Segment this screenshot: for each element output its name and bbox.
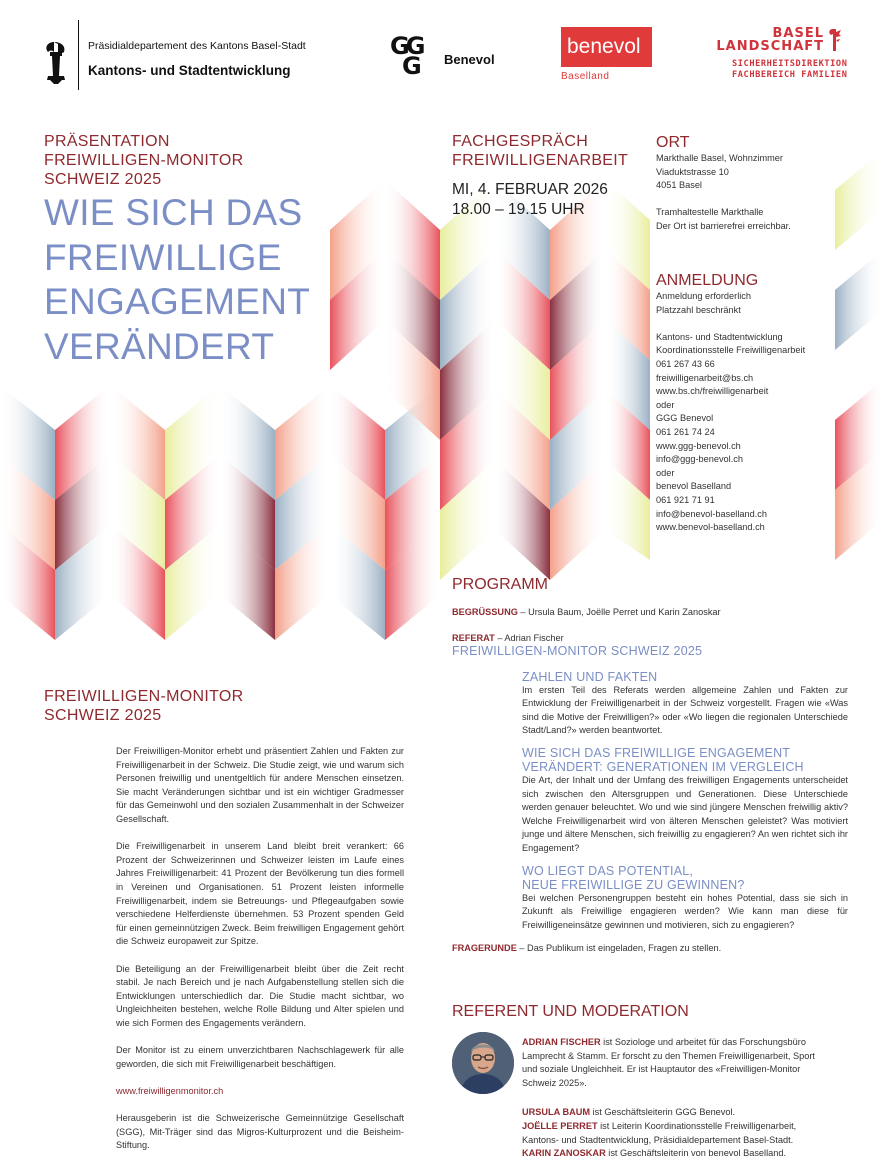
bl-staff-icon [828, 28, 842, 52]
referent-list [522, 1036, 822, 1161]
ort-line-3: 4051 Basel [656, 180, 702, 191]
perret-bio [522, 1120, 822, 1147]
monitor-paragraph-4: Der Monitor ist zu einem unverzichtbaren Nachschlagewerk für alle geworden, die sich mit Freiwilligenarbeit beschäftigen. [116, 1045, 404, 1069]
referat-text: – Adrian Fischer [497, 632, 564, 643]
anmeldung-oder-1: oder [656, 399, 675, 410]
begruessung-label: BEGRÜSSUNG [452, 607, 518, 617]
anmeldung-block [656, 272, 836, 535]
bl-line4: FACHBEREICH FAMILIEN [732, 70, 848, 80]
anmeldung-line-4: Kantons- und Stadtentwicklung [656, 331, 783, 342]
kicker-line-2: FREIWILLIGEN-MONITOR [44, 152, 244, 169]
referent-section [452, 1003, 852, 1021]
monitor-body [116, 745, 404, 1153]
anmeldung-oder-2: oder [656, 467, 675, 478]
kicker-line-1: PRÄSENTATION [44, 133, 170, 150]
baum-bio [522, 1106, 822, 1120]
event-time: 18.00 – 19.15 UHR [452, 201, 585, 218]
bl-line1: BASEL [772, 26, 824, 41]
baum-name: URSULA BAUM [522, 1107, 591, 1118]
ort-line-2: Viaduktstrasse 10 [656, 166, 729, 177]
monitor-paragraph-5: Herausgeberin ist die Schweizerische Gemeinnützige Gesellschaft (SGG), Mit-Träger sind das Migros-Kulturprozent und die Beisheim-Stiftung. [116, 1113, 404, 1151]
dept-unit: Kantons- und Stadtentwicklung [88, 63, 291, 78]
s1-text: Im ersten Teil des Referats werden allgemeine Zahlen und Fakten zur Entwicklung der Freiwilligenarbeit in der Schweiz vorgestellt. Fragen wie «Was sind die Motive der Freiwilligen?» oder «Wo liegen die regionalen Unterschiede Stadt/Land?» werden beantwortet. [522, 684, 848, 736]
event-date: MI, 4. FEBRUAR 2026 [452, 181, 608, 198]
begruessung-text: – Ursula Baum, Joëlle Perret und Karin Zanoskar [520, 607, 721, 617]
anmeldung-phone-3: 061 921 71 91 [656, 494, 715, 505]
header-bar [0, 0, 883, 100]
programm-section [452, 576, 852, 956]
zanoskar-bio [522, 1147, 822, 1161]
programm-begruessung [452, 606, 852, 620]
fragerunde-label: FRAGERUNDE [452, 943, 517, 954]
referat-details [452, 670, 848, 933]
main-title-line-3: ENGAGEMENT [44, 281, 311, 322]
main-title [44, 191, 384, 369]
zanoskar-name: KARIN ZANOSKAR [522, 1148, 606, 1159]
ggg-brand-text: Benevol [444, 52, 495, 67]
benevol-logo-text: benevol [567, 35, 641, 58]
monitor-heading-line-2: SCHWEIZ 2025 [44, 707, 162, 724]
anmeldung-line-3 [656, 317, 836, 331]
anmeldung-email-2[interactable]: info@ggg-benevol.ch [656, 454, 743, 465]
monitor-paragraph-3: Die Beteiligung an der Freiwilligenarbeit bleibt über die Zeit recht stabil. Je nach Bereich und je nach Aufgabenstellung stellen sich die Entwicklungen unterschiedlich dar. Die Studie macht sichtbar, wo Ungleichheiten bestehen, welche Rolle Bildung und Alter spielen und wie sich Formen des Engagements verändern. [116, 963, 404, 1028]
ort-line-5: Tramhaltestelle Markthalle [656, 207, 764, 218]
anmeldung-email-1[interactable]: freiwilligenarbeit@bs.ch [656, 372, 754, 383]
main-title-line-4: VERÄNDERT [44, 325, 275, 367]
title-block [44, 132, 384, 369]
header-divider [78, 20, 79, 90]
anmeldung-phone-2: 061 261 74 24 [656, 426, 715, 437]
bl-logo [716, 26, 850, 86]
referat-label: REFERAT [452, 632, 495, 643]
s2-title-line-2: VERÄNDERT: GENERATIONEN IM VERGLEICH [522, 759, 804, 774]
ggg-benevol-logo [390, 32, 500, 80]
monitor-heading-line-1: FREIWILLIGEN-MONITOR [44, 688, 244, 705]
anmeldung-line-2: Platzzahl beschränkt [656, 304, 741, 315]
ort-line-1: Markthalle Basel, Wohnzimmer [656, 153, 783, 163]
monitor-paragraph-1: Der Freiwilligen-Monitor erhebt und präsentiert Zahlen und Fakten zur Freiwilligenarbeit in der Schweiz. Die Studie zeigt, wie und warum sich Personen freiwillig und unentgeltlich für andere Menschen einsetzen. Sie macht Veränderungen sichtbar und ist ein wichtiger Gradmesser für das Gemeinwohl und den sozialen Zusammenhalt in der Schweizer Gesellschaft. [116, 746, 404, 824]
perret-text: ist Leiterin Koordinationsstelle Freiwilligenarbeit, Kantons- und Stadtentwicklung, Präsidialdepartement Basel-Stadt. [522, 1120, 797, 1145]
programm-heading: PROGRAMM [452, 576, 548, 593]
event-type-line-2: FREIWILLIGENARBEIT [452, 152, 629, 169]
ggg-mark: GG G [390, 32, 422, 80]
programm-fragerunde [452, 942, 852, 956]
event-type-line-1: FACHGESPRÄCH [452, 133, 589, 150]
adrian-fischer-avatar [452, 1032, 514, 1094]
benevol-logo-box [561, 27, 652, 67]
baum-text: ist Geschäftsleiterin GGG Benevol. [592, 1107, 736, 1118]
s1-title: ZAHLEN UND FAKTEN [522, 669, 658, 684]
anmeldung-web-1[interactable]: www.bs.ch/freiwilligenarbeit [656, 386, 769, 397]
main-title-line-1: WIE SICH DAS [44, 192, 303, 233]
perret-name: JOËLLE PERRET [522, 1120, 598, 1131]
s3-text: Bei welchen Personengruppen besteht ein hohes Potential, dass sie sich in Zukunft als Freiwillige engagieren werden? Wie kann man diese für Freiwilligeneinsätze gewinnen und motivieren, sich zu engagieren? [522, 892, 848, 930]
s3-title-line-1: WO LIEGT DAS POTENTIAL, [522, 863, 694, 878]
basel-staff-icon [44, 40, 68, 84]
s3-title-line-2: NEUE FREIWILLIGE ZU GEWINNEN? [522, 877, 745, 892]
bl-line2: LANDSCHAFT [716, 39, 824, 54]
s2-text: Die Art, der Inhalt und der Umfang des freiwilligen Engagements unterscheidet sich zwischen den Altersgruppen und Generationen. Diese Unterschiede werden genauer beleuchtet. Wo und wie sind jüngere Menschen freiwillig aktiv? Welche Freiwilligenarbeit wird von älteren Menschen geleistet? Was motiviert junge und ältere Menschen, sich freiwillig zu engagieren? An wen richtet sich ihr Engagement? [522, 774, 848, 853]
benevol-sub: Baselland [561, 71, 610, 82]
anmeldung-line-5: Koordinationsstelle Freiwilligenarbeit [656, 345, 806, 356]
event-block [452, 132, 647, 220]
anmeldung-heading: ANMELDUNG [656, 272, 759, 289]
bl-line3: SICHERHEITSDIREKTION [732, 59, 848, 69]
anmeldung-phone-1: 061 267 43 66 [656, 358, 715, 369]
fragerunde-text: – Das Publikum ist eingeladen, Fragen zu stellen. [519, 943, 722, 954]
fischer-text: ist Soziologe und arbeitet für das Forschungsbüro Lamprecht & Stamm. Er forscht zu den Themen Freiwilligenarbeit, Sport und soziale Ungleichheit. Er ist Hauptautor des «Freiwilligen-Monitor Schweiz 2025». [522, 1037, 815, 1088]
anmeldung-web-2[interactable]: www.ggg-benevol.ch [656, 440, 741, 451]
ort-block [656, 134, 836, 234]
ort-line-4 [656, 193, 836, 207]
anmeldung-line-10: GGG Benevol [656, 413, 714, 424]
referent-heading: REFERENT UND MODERATION [452, 1003, 689, 1020]
dept-line: Präsidialdepartement des Kantons Basel-Stadt [88, 40, 306, 52]
ort-heading: ORT [656, 134, 690, 151]
anmeldung-web-3[interactable]: www.benevol-baselland.ch [656, 522, 765, 533]
kicker-line-3: SCHWEIZ 2025 [44, 171, 162, 188]
monitor-link[interactable]: www.freiwilligenmonitor.ch [116, 1085, 224, 1096]
ort-line-6: Der Ort ist barrierefrei erreichbar. [656, 220, 791, 231]
monitor-heading [44, 687, 344, 725]
referat-title: FREIWILLIGEN-MONITOR SCHWEIZ 2025 [452, 643, 703, 658]
anmeldung-line-1: Anmeldung erforderlich [656, 291, 751, 301]
fischer-bio [522, 1036, 822, 1090]
anmeldung-line-15: benevol Baselland [656, 481, 732, 492]
anmeldung-email-3[interactable]: info@benevol-baselland.ch [656, 508, 767, 519]
portrait-icon [452, 1032, 514, 1094]
programm-referat [452, 632, 852, 644]
main-title-line-2: FREIWILLIGE [44, 236, 282, 278]
s2-title-line-1: WIE SICH DAS FREIWILLIGE ENGAGEMENT [522, 745, 791, 760]
zanoskar-text: ist Geschäftsleiterin von benevol Baselland. [608, 1148, 787, 1159]
monitor-paragraph-2: Die Freiwilligenarbeit in unserem Land bleibt breit verankert: 66 Prozent der Schweizerinnen und Schweizer leisten im Laufe eines Jahres Freiwilligenarbeit: 41 Prozent der Bevölkerung tun dies formell in Vereinen und Organisationen. 51 Prozent leisten informelle Freiwilligenarbeit, indem sie Betreuungs- und Pflegeaufgaben sowie verschiedene Helferdienste übernehmen. 53 Prozent spenden Geld für einen gemeinnützigen Zweck. Beim freiwilligen Engagement gehört die Schweiz europaweit zur Spitze. [116, 841, 404, 947]
fischer-name: ADRIAN FISCHER [522, 1037, 601, 1047]
